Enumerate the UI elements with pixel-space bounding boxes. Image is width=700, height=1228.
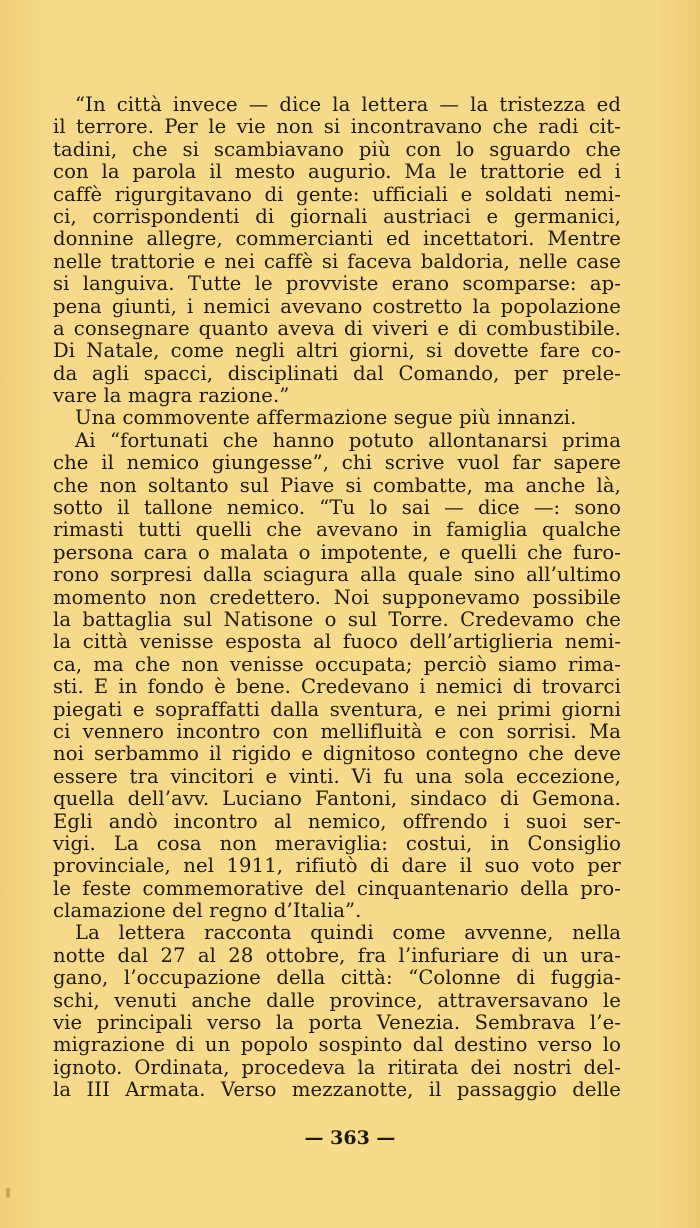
text-line: essere tra vincitori e vinti. Vi fu una sola eccezione, [53, 764, 621, 788]
text-line: la III Armata. Verso mezzanotte, il passaggio delle [53, 1078, 621, 1102]
text-line: pena giunti, i nemici avevano costretto la popolazione [53, 294, 621, 318]
text-line: Egli andò incontro al nemico, offrendo i suoi ser- [53, 809, 621, 833]
text-line: rono sorpresi dalla sciagura alla quale sino all’ultimo [53, 563, 621, 587]
text-line: donnine allegre, commercianti ed incettatori. Mentre [53, 227, 621, 251]
text-line: notte dal 27 al 28 ottobre, fra l’infuriare di un ura- [53, 943, 621, 967]
text-line: caffè rigurgitavano di gente: ufficiali e soldati nemi- [53, 182, 621, 206]
text-line: provinciale, nel 1911, rifiutò di dare il suo voto per [53, 854, 621, 878]
body-text [53, 94, 621, 1102]
text-line: schi, venuti anche dalle province, attraversavano le [53, 988, 621, 1012]
text-line: momento non credettero. Noi supponevamo possibile [53, 585, 621, 609]
page-edge-mark [6, 1188, 10, 1198]
text-line: vare la magra razione.” [53, 384, 290, 408]
text-line: ci vennero incontro con mellifluità e con sorrisi. Ma [53, 719, 621, 743]
text-line: Di Natale, come negli altri giorni, si dovette fare co- [53, 339, 621, 363]
text-line: clamazione del regno d’Italia”. [53, 899, 362, 923]
text-line: Una commovente affermazione segue più innanzi. [75, 406, 577, 430]
text-line: La lettera racconta quindi come avvenne, nella [75, 921, 621, 945]
text-line: vigi. La cosa non meraviglia: costui, in Consiglio [53, 831, 621, 855]
text-line: “In città invece — dice la lettera — la tristezza ed [75, 93, 621, 116]
text-line: quella dell’avv. Luciano Fantoni, sindaco di Gemona. [53, 787, 621, 811]
text-line: gano, l’occupazione della città: “Colonne di fuggia- [53, 966, 621, 990]
text-line: che il nemico giungesse”, chi scrive vuol far sapere [53, 451, 621, 475]
text-line: tadini, che si scambiavano più con lo sguardo che [53, 137, 621, 161]
text-line: si languiva. Tutte le provviste erano scomparse: ap- [53, 272, 621, 296]
text-line: noi serbammo il rigido e dignitoso contegno che deve [53, 742, 621, 766]
text-line: piegati e sopraffatti dalla sventura, e nei primi giorni [53, 697, 621, 721]
page-number: — 363 — [304, 1127, 396, 1149]
text-line: ignoto. Ordinata, procedeva la ritirata dei nostri del- [53, 1055, 621, 1079]
text-line: sotto il tallone nemico. “Tu lo sai — dice —: sono [53, 496, 621, 520]
text-line: ci, corrispondenti di giornali austriaci e germanici, [53, 204, 621, 228]
text-line: migrazione di un popolo sospinto dal destino verso lo [53, 1033, 621, 1057]
text-line: il terrore. Per le vie non si incontravano che radi cit- [53, 115, 621, 139]
text-line: la città venisse esposta al fuoco dell’artiglieria nemi- [53, 630, 621, 654]
text-line: Ai “fortunati che hanno potuto allontanarsi prima [75, 428, 621, 452]
text-line: rimasti tutti quelli che avevano in famiglia qualche [53, 518, 621, 542]
text-line: a consegnare quanto aveva di viveri e di combustibile. [53, 316, 621, 340]
text-line: da agli spacci, disciplinati dal Comando, per prele- [53, 361, 621, 385]
text-line: con la parola il mesto augurio. Ma le trattorie ed i [53, 160, 621, 184]
text-line: ca, ma che non venisse occupata; perciò siamo rima- [53, 652, 621, 676]
text-line: nelle trattorie e nei caffè si faceva baldoria, nelle case [53, 249, 621, 273]
text-line: persona cara o malata o impotente, e quelli che furo- [53, 540, 621, 564]
text-line: la battaglia sul Natisone o sul Torre. Credevamo che [53, 607, 621, 631]
text-line: le feste commemorative del cinquantenario della pro- [53, 876, 621, 900]
text-line: sti. E in fondo è bene. Credevano i nemici di trovarci [53, 675, 621, 699]
text-line: vie principali verso la porta Venezia. Sembrava l’e- [53, 1011, 621, 1035]
text-line: che non soltanto sul Piave si combatte, ma anche là, [53, 473, 621, 497]
